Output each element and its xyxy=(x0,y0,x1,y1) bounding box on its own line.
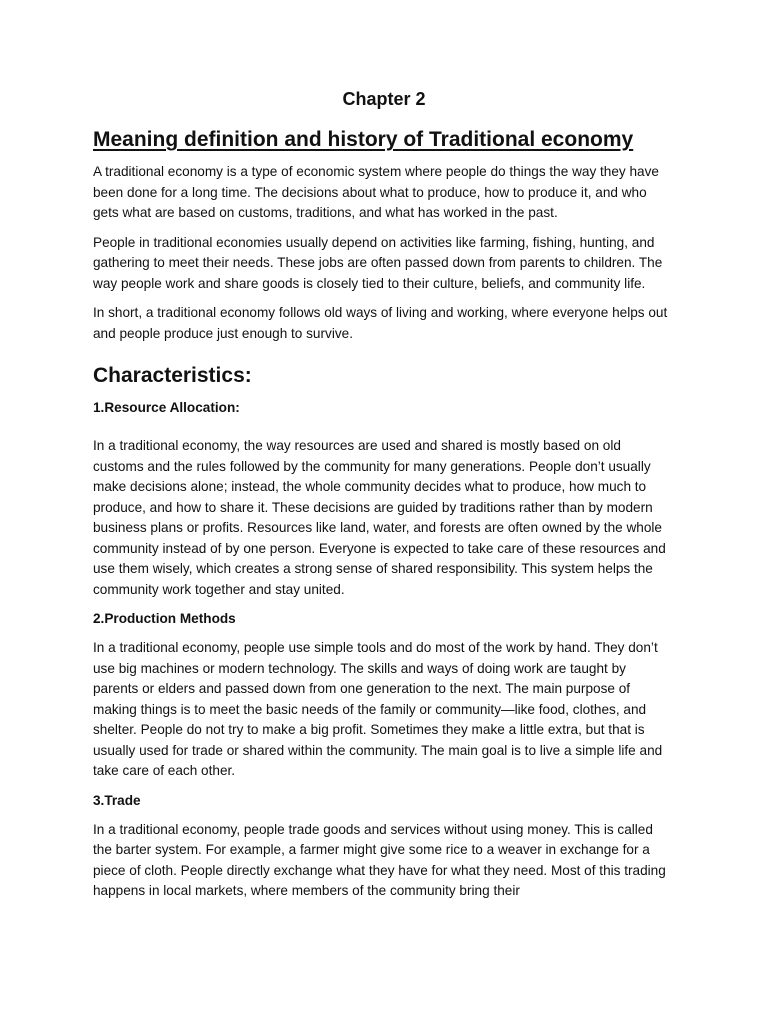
intro-paragraph-3: In short, a traditional economy follows old ways of living and working, where everyone helps out and people produce just enough to survive. xyxy=(93,305,668,341)
section-body-resource-allocation: In a traditional economy, the way resources are used and shared is mostly based on old customs and the rules followed by the community for many generations. People don’t usually make decisions alone; instead, the whole community decides what to produce, how much to produce, and how to share it. These decisions are guided by traditions rather than by modern business plans or profits. Resources like land, water, and forests are often owned by the whole community instead of by one person. Everyone is expected to take care of these resources and use them wisely, which creates a strong sense of shared responsibility. This system helps the community work together and stay united. xyxy=(93,438,666,597)
chapter-heading: Chapter 2 xyxy=(342,89,426,109)
characteristics-heading: Characteristics: xyxy=(93,364,252,387)
section-body-trade: In a traditional economy, people trade goods and services without using money. This is called the barter system. For example, a farmer might give some rice to a weaver in exchange for a piece of cloth. People directly exchange what they have for what they need. Most of this trading happens in local markets, where members of the community bring their xyxy=(93,821,666,898)
section-body-production-methods: In a traditional economy, people use simple tools and do most of the work by hand. They don’t use big machines or modern technology. The skills and ways of doing work are taught by parents or elders and passed down from one generation to the next. The main purpose of making things is to meet the basic needs of the family or community—like food, clothes, and shelter. People do not try to make a big profit. Sometimes they make a little extra, but that is usually used for trade or shared within the community. The main goal is to live a simple life and take care of each other. xyxy=(93,640,663,778)
section-heading-resource-allocation: 1.Resource Allocation: xyxy=(93,400,240,415)
intro-paragraph-1: A traditional economy is a type of economic system where people do things the way they have been done for a long time. The decisions about what to produce, how to produce it, and who gets what are based on customs, traditions, and what has worked in the past. xyxy=(93,164,659,220)
document-title: Meaning definition and history of Traditional economy xyxy=(93,128,634,151)
intro-paragraph-2: People in traditional economies usually depend on activities like farming, fishing, hunting, and gathering to meet their needs. These jobs are often passed down from parents to children. The way people work and share goods is closely tied to their culture, beliefs, and community life. xyxy=(93,234,663,291)
section-heading-production-methods: 2.Production Methods xyxy=(93,611,236,626)
section-heading-trade: 3.Trade xyxy=(93,792,141,808)
